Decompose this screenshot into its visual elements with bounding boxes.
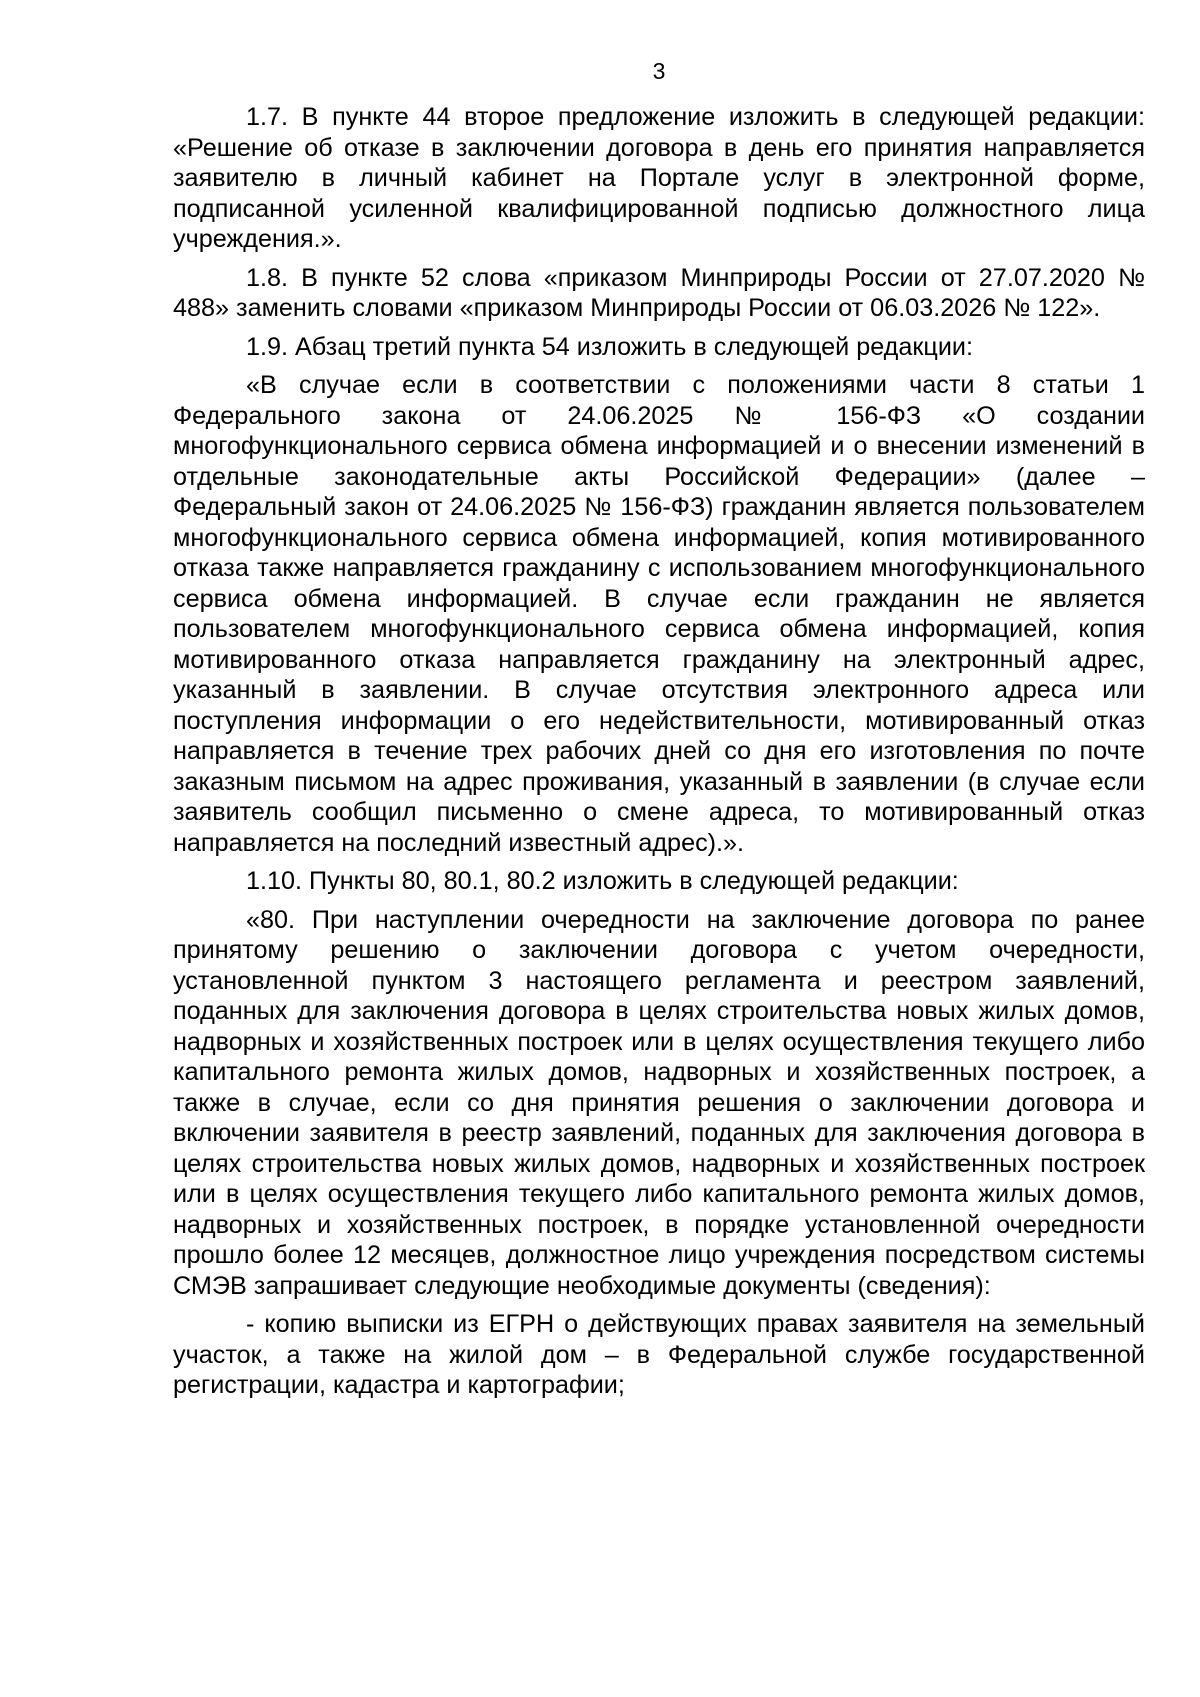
paragraph-1-10: 1.10. Пункты 80, 80.1, 80.2 изложить в следующей редакции: — [246, 867, 959, 895]
list-item-egrn-extract: - копию выписки из ЕГРН о действующих правах заявителя на земельный участок, а также на жилой дом – в Федеральной службе государственной регистрации, кадастра и картографии; — [173, 1310, 1145, 1399]
paragraph-1-7: 1.7. В пункте 44 второе предложение изложить в следующей редакции: «Решение об отказе в заключении договора в день его принятия направляется заявителю в личный кабинет на Портале услуг в электронной форме, подписанной усиленной квалифицированной подписью должностного лица учреждения.». — [173, 103, 1145, 253]
paragraph-1-9-quote: «В случае если в соответствии с положениями части 8 статьи 1 Федерального закона от 24.06.2025 № 156-ФЗ «О создании многофункционального сервиса обмена информацией и о внесении изменений в отдельные законодательные акты Российской Федерации» (далее – Федеральный закон от 24.06.2025 № 156-ФЗ) гражданин является пользователем многофункционального сервиса обмена информацией, копия мотивированного отказа также направляется гражданину с использованием многофункционального сервиса обмена информацией. В случае если гражданин не является пользователем многофункционального сервиса обмена информацией, копия мотивированного отказа направляется гражданину на электронный адрес, указанный в заявлении. В случае отсутствия электронного адреса или поступления информации о его недействительности, мотивированный отказ направляется в течение трех рабочих дней со дня его изготовления по почте заказным письмом на адрес проживания, указанный в заявлении (в случае если заявитель сообщил письменно о смене адреса, то мотивированный отказ направляется на последний известный адрес).». — [173, 371, 1145, 857]
paragraph-80-quote: «80. При наступлении очередности на заключение договора по ранее принятому решению о заключении договора с учетом очередности, установленной пунктом 3 настоящего регламента и реестром заявлений, поданных для заключения договора в целях строительства новых жилых домов, надворных и хозяйственных построек или в целях осуществления текущего либо капитального ремонта жилых домов, надворных и хозяйственных построек, а также в случае, если со дня принятия решения о заключении договора и включении заявителя в реестр заявлений, поданных для заключения договора в целях строительства новых жилых домов, надворных и хозяйственных построек или в целях осуществления текущего либо капитального ремонта жилых домов, надворных и хозяйственных построек, в порядке установленной очередности прошло более 12 месяцев, должностное лицо учреждения посредством системы СМЭВ запрашивает следующие необходимые документы (сведения): — [173, 905, 1145, 1300]
paragraph-1-8: 1.8. В пункте 52 слова «приказом Минприроды России от 27.07.2020 № 488» заменить словами «приказом Минприроды России от 06.03.2026 № 122». — [173, 263, 1145, 322]
document-page — [173, 56, 1145, 1409]
page-number: 3 — [652, 58, 666, 84]
paragraph-1-9: 1.9. Абзац третий пункта 54 изложить в следующей редакции: — [246, 332, 973, 361]
